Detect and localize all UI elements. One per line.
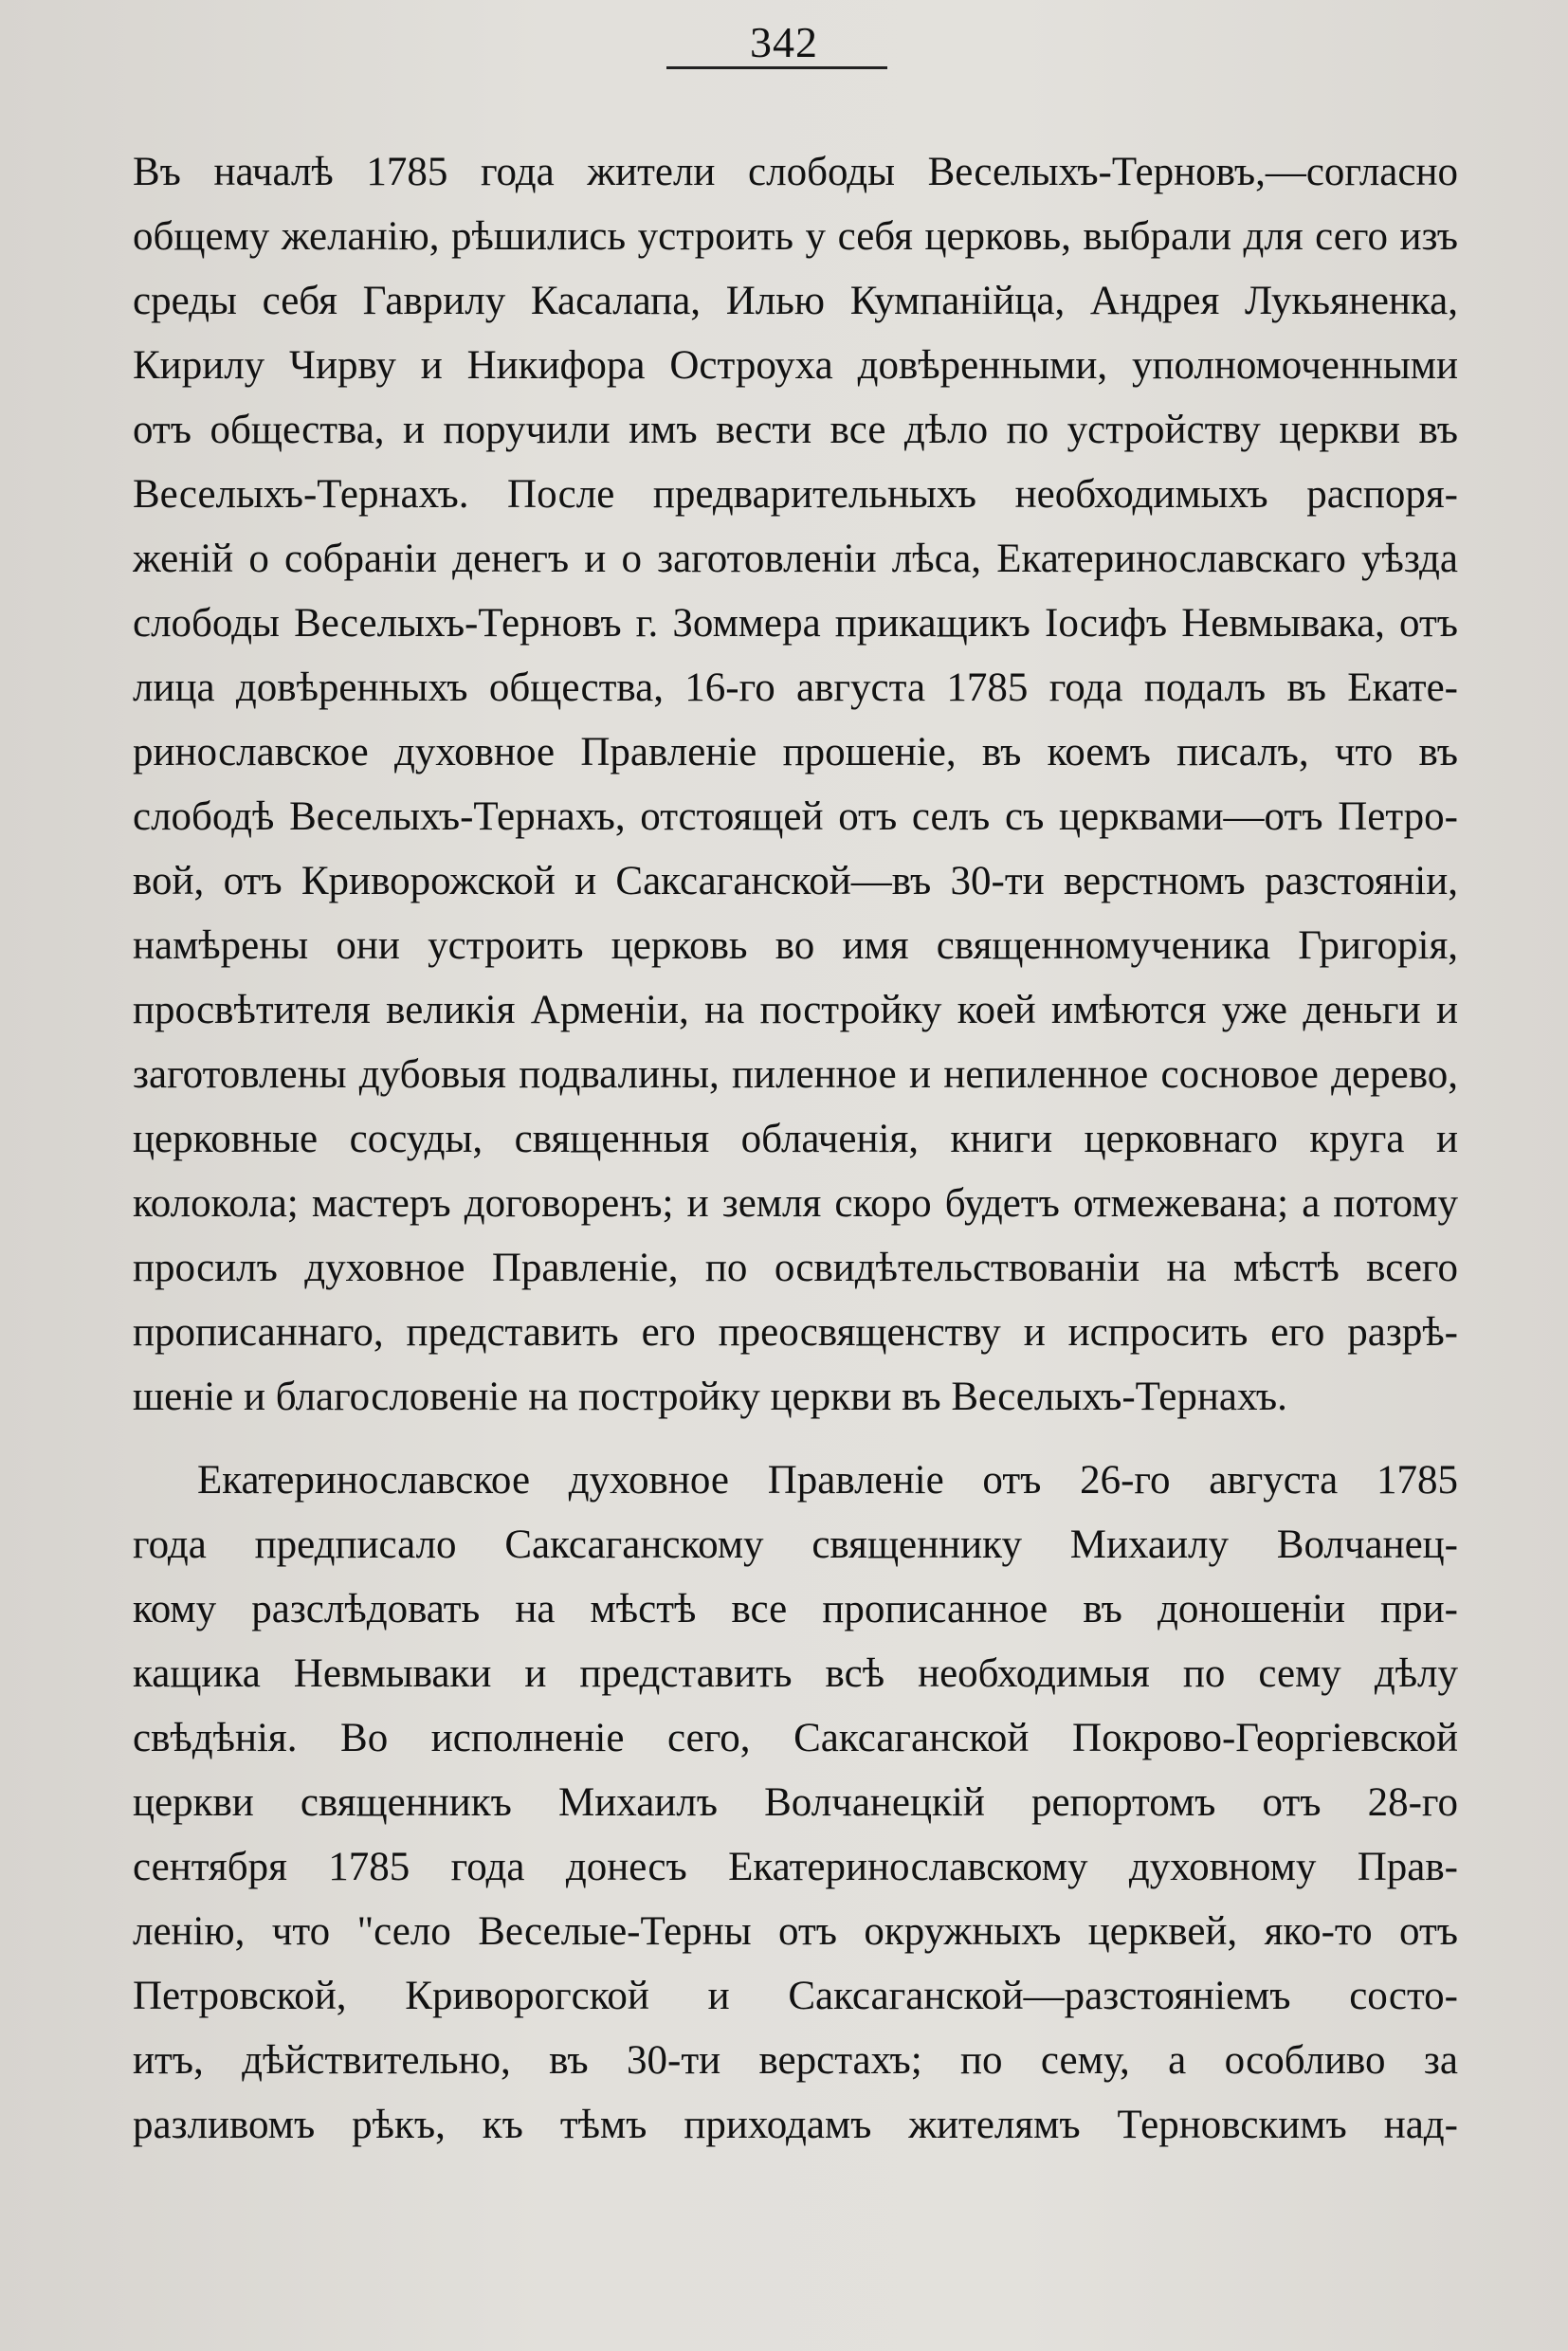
text-line: среды себя Гаврилу Касалапа, Илью Кумпанійца, Андрея Лукьяненка, (133, 279, 1458, 323)
text-line: просвѣтителя великія Арменіи, на постройку коей имѣются уже деньги и (133, 988, 1458, 1032)
text-line: заготовлены дубовыя подвалины, пиленное и непиленное сосновое дерево, (133, 1052, 1458, 1097)
text-line: ленію, что "село Веселые-Терны отъ окружныхъ церквей, яко-то отъ (133, 1909, 1458, 1954)
text-line: Екатеринославское духовное Правленіе отъ 26-го августа 1785 (197, 1458, 1458, 1503)
text-line: разливомъ рѣкъ, къ тѣмъ приходамъ жителямъ Терновскимъ над- (133, 2103, 1458, 2147)
text-line: кащика Невмываки и представить всѣ необходимыя по сему дѣлу (133, 1651, 1458, 1696)
text-line: просилъ духовное Правленіе, по освидѣтельствованіи на мѣстѣ всего (133, 1246, 1458, 1290)
text-line: года предписало Саксаганскому священнику Михаилу Волчанец- (133, 1522, 1458, 1567)
text-line: свѣдѣнія. Во исполненіе сего, Саксаганской Покрово-Георгіевской (133, 1716, 1458, 1760)
paragraph-gap (133, 1430, 1458, 1449)
header-rule (666, 66, 887, 69)
text-line: церкви священникъ Михаилъ Волчанецкій репортомъ отъ 28-го (133, 1780, 1458, 1825)
text-line: Въ началѣ 1785 года жители слободы Веселыхъ-Терновъ,—согласно (133, 150, 1458, 194)
text-line: намѣрены они устроить церковь во имя священномученика Григорія, (133, 923, 1458, 968)
text-line: церковные сосуды, священныя облаченія, книги церковнаго круга и (133, 1117, 1458, 1161)
text-line: отъ общества, и поручили имъ вести все дѣло по устройству церкви въ (133, 408, 1458, 452)
text-line: колокола; мастеръ договоренъ; и земля скоро будетъ отмежевана; а потому (133, 1181, 1458, 1226)
text-line: слободы Веселыхъ-Терновъ г. Зоммера прикащикъ Іосифъ Невмывака, отъ (133, 601, 1458, 646)
text-line: сентября 1785 года донесъ Екатеринославскому духовному Прав- (133, 1845, 1458, 1889)
text-line: Петровской, Криворогской и Саксаганской—разстояніемъ состо- (133, 1974, 1458, 2018)
text-line: прописаннаго, представить его преосвященству и испросить его разрѣ- (133, 1310, 1458, 1355)
text-line: шеніе и благословеніе на постройку церкви въ Веселыхъ-Тернахъ. (133, 1375, 1287, 1419)
text-line: Кирилу Чирву и Никифора Остроуха довѣренными, уполномоченными (133, 343, 1458, 388)
paragraph-1 (133, 140, 1458, 1430)
text-line: кому разслѣдовать на мѣстѣ все прописанное въ доношеніи при- (133, 1587, 1458, 1631)
text-line: итъ, дѣйствительно, въ 30-ти верстахъ; по сему, а особливо за (133, 2038, 1458, 2083)
body-text (133, 140, 1458, 2158)
text-line: слободѣ Веселыхъ-Тернахъ, отстоящей отъ селъ съ церквами—отъ Петро- (133, 794, 1458, 839)
text-line: женій о собраніи денегъ и о заготовленіи лѣса, Екатеринославскаго уѣзда (133, 537, 1458, 581)
text-line: лица довѣренныхъ общества, 16-го августа 1785 года подалъ въ Екате- (133, 665, 1458, 710)
page-number: 342 (750, 18, 818, 66)
text-line: Веселыхъ-Тернахъ. После предварительныхъ необходимыхъ распоря- (133, 472, 1458, 517)
text-line: вой, отъ Криворожской и Саксаганской—въ 30-ти верстномъ разстояніи, (133, 859, 1458, 903)
text-line: общему желанію, рѣшились устроить у себя церковь, выбрали для сего изъ (133, 214, 1458, 259)
paragraph-2 (133, 1449, 1458, 2158)
text-line: ринославское духовное Правленіе прошеніе, въ коемъ писалъ, что въ (133, 730, 1458, 775)
